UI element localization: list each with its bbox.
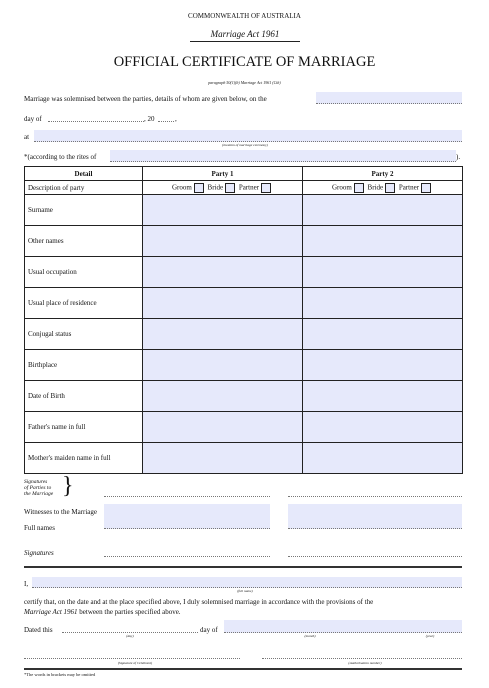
dated-month-year-field[interactable] xyxy=(224,620,462,633)
party1-father-field[interactable] xyxy=(143,412,303,443)
section-divider xyxy=(24,566,462,568)
party2-partner-label: Partner xyxy=(398,183,420,192)
row-label-father: Father's name in full xyxy=(25,412,143,443)
party2-bride-checkbox[interactable] xyxy=(385,183,395,193)
party1-bride-checkbox[interactable] xyxy=(225,183,235,193)
year-prefix: , 20 xyxy=(144,115,155,123)
witness-signatures-label: Signatures xyxy=(24,549,54,557)
page-title: OFFICIAL CERTIFICATE OF MARRIAGE xyxy=(113,54,376,70)
solemnised-text: Marriage was solemnised between the parties, details of whom are given below, on the xyxy=(24,95,267,103)
dated-this-label: Dated this xyxy=(24,626,53,634)
full-names-label: Full names xyxy=(24,524,55,532)
party1-description xyxy=(143,181,303,195)
row-label-mother: Mother's maiden name in full xyxy=(25,443,143,474)
row-label-conjugal-status: Conjugal status xyxy=(25,319,143,350)
rites-end: ). xyxy=(456,153,461,161)
party1-surname-field[interactable] xyxy=(143,195,303,226)
party1-bride-label: Bride xyxy=(207,183,224,192)
witnesses-label: Witnesses to the Marriage xyxy=(24,508,98,516)
party1-signature-field[interactable] xyxy=(104,490,270,497)
party1-partner-checkbox[interactable] xyxy=(261,183,271,193)
description-row xyxy=(25,181,463,195)
table-header-row xyxy=(25,167,463,181)
party1-header: Party 1 xyxy=(143,167,303,181)
table-row xyxy=(25,350,463,381)
party2-bride-label: Bride xyxy=(367,183,384,192)
party1-birthplace-field[interactable] xyxy=(143,350,303,381)
party2-other-names-field[interactable] xyxy=(303,226,463,257)
party2-partner-checkbox[interactable] xyxy=(421,183,431,193)
rites-field[interactable] xyxy=(110,150,456,162)
month-hint: (month) xyxy=(304,634,316,638)
day-of-label: day of xyxy=(24,115,42,123)
table-row xyxy=(25,319,463,350)
location-field[interactable] xyxy=(34,130,462,142)
party-signatures-label: Signatures of Parties to the Marriage xyxy=(24,479,54,497)
party1-mother-field[interactable] xyxy=(143,443,303,474)
year-suffix: , xyxy=(175,115,177,123)
party1-groom-checkbox[interactable] xyxy=(194,183,204,193)
table-row xyxy=(25,226,463,257)
footer-divider xyxy=(24,668,462,670)
description-label: Description of party xyxy=(25,181,143,195)
certify-text: certify that, on the date and at the place specified above, I duly solemnised marriage in accordance with the provisions of the xyxy=(24,598,374,606)
party1-groom-label: Groom xyxy=(171,183,192,192)
party-details-table xyxy=(24,166,463,474)
table-row xyxy=(25,257,463,288)
row-label-date-of-birth: Date of Birth xyxy=(25,381,143,412)
row-label-occupation: Usual occupation xyxy=(25,257,143,288)
row-label-surname: Surname xyxy=(25,195,143,226)
table-row xyxy=(25,443,463,474)
party2-header: Party 2 xyxy=(303,167,463,181)
authorisation-hint: (Authorisation number) xyxy=(348,661,382,665)
party2-groom-checkbox[interactable] xyxy=(354,183,364,193)
table-row xyxy=(25,195,463,226)
authority-heading: COMMONWEALTH OF AUSTRALIA xyxy=(188,12,301,20)
party1-dob-field[interactable] xyxy=(143,381,303,412)
party2-father-field[interactable] xyxy=(303,412,463,443)
paragraph-reference: paragraph 50(1)(b) Marriage Act 1961 (Cth) xyxy=(208,80,281,85)
celebrant-i-label: I, xyxy=(24,580,29,588)
witness1-name-field[interactable] xyxy=(104,504,270,529)
rites-label: *(according to the rites of xyxy=(24,153,97,161)
authorisation-number-field[interactable] xyxy=(262,650,462,659)
certify-text-line2: Marriage Act 1961 between the parties specified above. xyxy=(24,608,181,616)
celebrant-signature-field[interactable] xyxy=(24,650,240,659)
celebrant-signature-hint: (Signature of Celebrant) xyxy=(117,661,153,665)
witness1-signature-field[interactable] xyxy=(104,549,270,557)
year-hint: (year) xyxy=(425,634,435,638)
ceremony-day-field[interactable] xyxy=(316,92,462,104)
table-row xyxy=(25,412,463,443)
party2-groom-label: Groom xyxy=(331,183,352,192)
act-heading: Marriage Act 1961 xyxy=(190,29,300,42)
party2-surname-field[interactable] xyxy=(303,195,463,226)
full-name-hint: (full name) xyxy=(237,589,253,593)
row-label-other-names: Other names xyxy=(25,226,143,257)
party2-occupation-field[interactable] xyxy=(303,257,463,288)
party2-dob-field[interactable] xyxy=(303,381,463,412)
row-label-residence: Usual place of residence xyxy=(25,288,143,319)
party2-mother-field[interactable] xyxy=(303,443,463,474)
party1-other-names-field[interactable] xyxy=(143,226,303,257)
party2-signature-field[interactable] xyxy=(288,490,462,497)
party2-residence-field[interactable] xyxy=(303,288,463,319)
witness2-name-field[interactable] xyxy=(288,504,462,529)
celebrant-name-field[interactable] xyxy=(32,577,462,588)
party2-birthplace-field[interactable] xyxy=(303,350,463,381)
row-label-birthplace: Birthplace xyxy=(25,350,143,381)
at-label: at xyxy=(24,133,30,141)
table-row xyxy=(25,288,463,319)
location-hint: (location of marriage ceremony) xyxy=(222,143,268,147)
party1-conjugal-status-field[interactable] xyxy=(143,319,303,350)
party2-description xyxy=(303,181,463,195)
footnote: *The words in brackets may be omitted xyxy=(24,672,96,677)
day-hint: (day) xyxy=(126,634,134,638)
dated-day-field[interactable] xyxy=(62,624,198,633)
ceremony-month-field[interactable] xyxy=(48,113,144,122)
party2-conjugal-status-field[interactable] xyxy=(303,319,463,350)
party1-partner-label: Partner xyxy=(238,183,260,192)
cert-day-of-label: day of xyxy=(200,626,218,634)
brace-icon: } xyxy=(62,473,74,499)
ceremony-year-field[interactable] xyxy=(158,113,174,122)
party1-occupation-field[interactable] xyxy=(143,257,303,288)
party1-residence-field[interactable] xyxy=(143,288,303,319)
table-row xyxy=(25,381,463,412)
witness2-signature-field[interactable] xyxy=(288,549,462,557)
detail-header: Detail xyxy=(25,167,143,181)
